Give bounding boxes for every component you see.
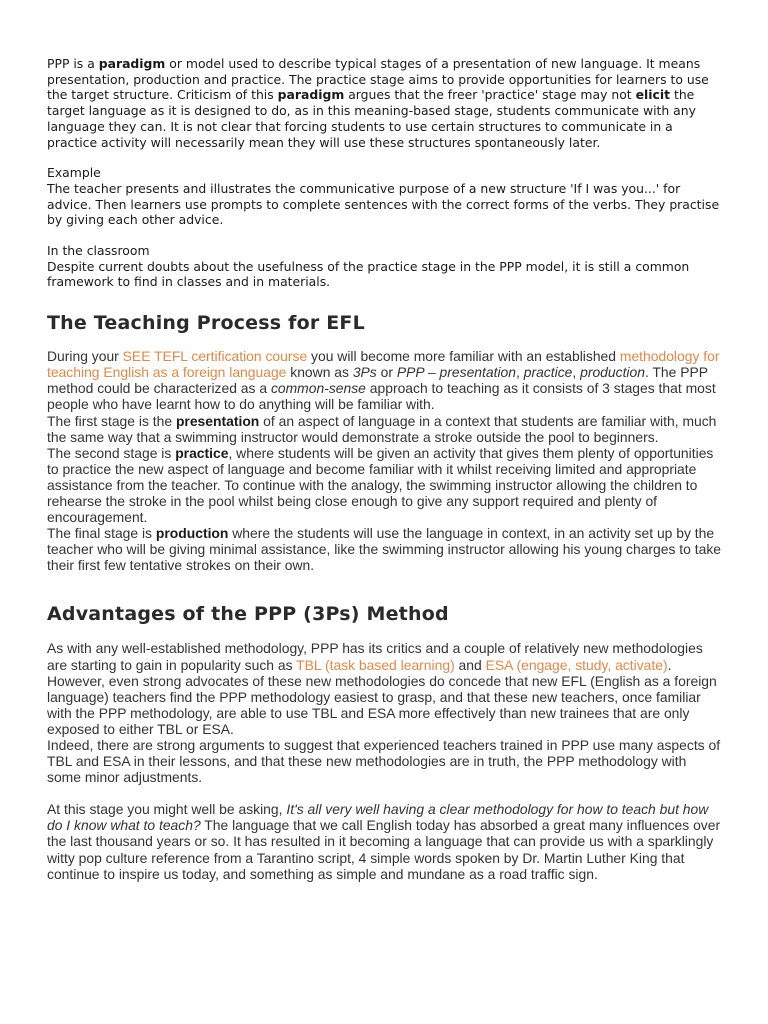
stage-presentation-paragraph: The first stage is the presentation of an aspect of language in a context that students are familiar with, much the same way that a swimming instructor would demonstrate a stroke outside the pool to beginners. — [47, 412, 717, 445]
example-text: The teacher presents and illustrates the communicative purpose of a new structure 'If I was you...' for advice. Then learners use prompts to complete sentences with the correct forms of the verbs. They practise by giving each other advice. — [47, 180, 720, 228]
classroom-label: In the classroom — [47, 243, 150, 259]
term-paradigm-2: paradigm — [277, 87, 345, 103]
intro-paragraph: PPP is a paradigm or model used to describe typical stages of a presentation of new language. It means presentation, production and practice. The practice stage aims to provide opportunities for learners to use the target structure. Criticism of this paradigm argues that the freer 'practice' stage may not elicit the target language as it is designed to do, as in this meaning-based stage, students communicate with any language they can. It is not clear that forcing students to use certain structures to communicate in a practice activity will necessarily mean they will use these structures spontaneously later. — [47, 56, 709, 150]
term-paradigm: paradigm — [98, 56, 166, 71]
esa-link[interactable]: ESA (engage, study, activate) — [485, 656, 668, 673]
stage-practice-paragraph: The second stage is practice, where students will be given an activity that gives them plenty of opportunities to practice the new aspect of language and become familiar with it whilst receiving limited and appropriate assistance from the teacher. To continue with the analogy, the swimming instructor allowing the children to rehearse the stroke in the pool whilst being close enough to give any support required and plenty of encouragement. — [47, 444, 714, 526]
term-presentation: presentation — [175, 412, 260, 429]
advantages-section — [47, 640, 722, 881]
term-elicit: elicit — [635, 87, 671, 103]
question-italic: It's all very well having a clear methodology for how to teach but how do I know what to teach? — [47, 801, 709, 834]
example-label: Example — [47, 165, 101, 181]
stage-production-paragraph: The final stage is production where the students will use the language in context, in an activity set up by the teacher who will be giving minimal assistance, like the swimming instructor allowing his young charges to take their first few tentative strokes on their own. — [47, 525, 722, 574]
advantages-paragraph-2: Indeed, there are strong arguments to suggest that experienced teachers trained in PPP use many aspects of TBL and ESA in their lessons, and that these new methodologies are in truth, the PPP methodology with some minor adjustments. — [47, 737, 721, 786]
tbl-link[interactable]: TBL (task based learning) — [296, 656, 455, 673]
teaching-heading: The Teaching Process for EFL — [47, 312, 365, 335]
teaching-intro-paragraph: During your SEE TEFL certification course you will become more familiar with an established methodology for teaching English as a foreign language known as 3Ps or PPP – presentation, practice, production. The PPP method could be characterized as a common-sense approach to teaching as it consists of 3 stages that most people who have learnt how to do anything will be familiar with. — [47, 348, 720, 413]
see-tefl-link[interactable]: SEE TEFL certification course — [122, 348, 308, 365]
classroom-text: Despite current doubts about the usefulness of the practice stage in the PPP model, it is still a common framework to find in classes and in materials. — [47, 258, 690, 290]
advantages-heading: Advantages of the PPP (3Ps) Method — [47, 603, 449, 626]
methodology-link[interactable]: methodology for teaching English as a foreign language — [47, 348, 720, 381]
term-practice: practice — [175, 444, 229, 461]
intro-section — [47, 56, 722, 290]
advantages-paragraph-1: As with any well-established methodology, PPP has its critics and a couple of relatively new methodologies are starting to gain in popularity such as TBL (task based learning) and ESA (engage, study, activate). However, even strong advocates of these new methodologies do concede that new EFL (English as a foreign language) teachers find the PPP methodology easiest to grasp, and that these new teachers, once familiar with the PPP methodology, are able to use TBL and ESA more effectively than new trainees that are only exposed to either TBL or ESA. — [47, 640, 717, 737]
teaching-section — [47, 348, 722, 573]
advantages-paragraph-3: At this stage you might well be asking, It's all very well having a clear methodology for how to teach but how do I know what to teach? The language that we call English today has absorbed a great many influences over the last thousand years or so. It has resulted in it becoming a language that can provide us with a sparklingly witty pop culture reference from a Tarantino script, 4 simple words spoken by Dr. Martin Luther King that continue to inspire us today, and something as simple and mundane as a road traffic sign. — [47, 801, 721, 882]
term-production: production — [155, 525, 229, 542]
